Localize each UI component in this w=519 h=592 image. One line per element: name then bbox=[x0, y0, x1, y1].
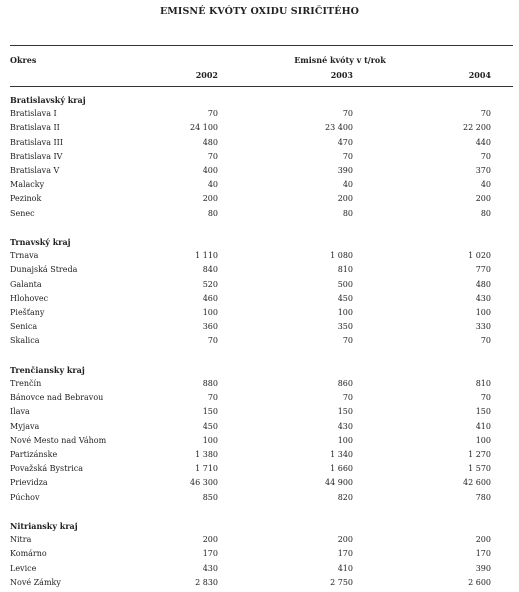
emission-value: 370 bbox=[475, 166, 491, 175]
emission-value: 200 bbox=[475, 194, 491, 204]
emission-value: 70 bbox=[207, 109, 218, 119]
emission-value: 400 bbox=[202, 166, 218, 175]
emission-value: 100 bbox=[337, 435, 353, 445]
table-row bbox=[0, 308, 519, 321]
emission-value: 70 bbox=[207, 336, 218, 346]
okres-name: Myjava bbox=[10, 421, 40, 431]
okres-name: Púchov bbox=[10, 492, 40, 502]
emission-value: 200 bbox=[337, 194, 353, 204]
emission-value: 100 bbox=[475, 435, 491, 445]
emission-value: 1 340 bbox=[330, 450, 353, 459]
emission-value: 1 080 bbox=[330, 251, 353, 261]
emission-value: 450 bbox=[337, 293, 353, 303]
emission-value: 46 300 bbox=[190, 478, 218, 488]
emission-value: 80 bbox=[342, 208, 353, 218]
table-row bbox=[0, 422, 519, 435]
emission-value: 40 bbox=[207, 180, 218, 190]
table-row bbox=[0, 464, 519, 477]
emission-value: 70 bbox=[207, 393, 218, 403]
column-group-header: Emisné kvóty v t/rok bbox=[294, 55, 386, 65]
emission-value: 810 bbox=[475, 379, 491, 388]
okres-name: Komárno bbox=[10, 549, 47, 559]
emission-value: 22 200 bbox=[463, 123, 491, 133]
page-title: EMISNÉ KVÓTY OXIDU SIRIČITÉHO bbox=[159, 6, 360, 17]
okres-name: Trenčín bbox=[10, 379, 42, 388]
okres-name: Senec bbox=[10, 208, 35, 218]
table-row bbox=[0, 379, 519, 392]
table-row bbox=[0, 166, 519, 179]
table-row bbox=[0, 209, 519, 222]
okres-name: Bratislava V bbox=[10, 166, 60, 175]
table-row bbox=[0, 180, 519, 193]
okres-name: Prievidza bbox=[10, 478, 48, 488]
emission-value: 40 bbox=[480, 180, 491, 190]
region-name: Trnavský kraj bbox=[10, 237, 71, 247]
emission-value: 350 bbox=[337, 322, 353, 332]
emission-value: 450 bbox=[202, 421, 218, 431]
emission-value: 500 bbox=[337, 279, 353, 289]
region-heading bbox=[0, 365, 519, 378]
okres-name: Bratislava I bbox=[10, 109, 57, 119]
column-header-year: 2002 bbox=[195, 70, 218, 80]
okres-name: Malacky bbox=[10, 180, 45, 190]
table-row bbox=[0, 478, 519, 491]
emission-value: 1 270 bbox=[468, 450, 491, 459]
emission-value: 860 bbox=[337, 379, 353, 388]
okres-name: Galanta bbox=[10, 279, 42, 289]
emission-value: 70 bbox=[342, 109, 353, 119]
emission-value: 70 bbox=[342, 393, 353, 403]
emission-value: 70 bbox=[342, 151, 353, 161]
table-row bbox=[0, 265, 519, 278]
table-row bbox=[0, 493, 519, 506]
emission-value: 150 bbox=[202, 407, 218, 417]
emission-value: 70 bbox=[480, 393, 491, 403]
emission-value: 200 bbox=[475, 535, 491, 545]
table-row bbox=[0, 393, 519, 406]
emission-value: 470 bbox=[337, 137, 353, 147]
emission-value: 2 600 bbox=[468, 577, 491, 587]
table-row bbox=[0, 549, 519, 562]
emission-value: 1 660 bbox=[330, 464, 353, 474]
table-row bbox=[0, 535, 519, 548]
table-row bbox=[0, 578, 519, 591]
emission-value: 170 bbox=[475, 549, 491, 559]
table-row bbox=[0, 407, 519, 420]
okres-name: Senica bbox=[10, 322, 38, 332]
table-row bbox=[0, 138, 519, 151]
table-row bbox=[0, 280, 519, 293]
emission-value: 100 bbox=[475, 308, 491, 317]
table-row bbox=[0, 109, 519, 122]
emission-value: 460 bbox=[202, 293, 218, 303]
column-header-year: 2003 bbox=[330, 70, 353, 80]
column-header-year: 2004 bbox=[468, 70, 491, 80]
emission-value: 170 bbox=[202, 549, 218, 559]
emission-value: 1 110 bbox=[195, 251, 218, 261]
emission-value: 100 bbox=[337, 308, 353, 317]
emission-value: 2 830 bbox=[195, 577, 218, 587]
emission-value: 80 bbox=[480, 208, 491, 218]
table-row bbox=[0, 294, 519, 307]
emission-value: 780 bbox=[475, 492, 491, 502]
emission-value: 430 bbox=[475, 293, 491, 303]
emission-value: 430 bbox=[337, 421, 353, 431]
emission-value: 410 bbox=[475, 421, 491, 431]
okres-name: Levice bbox=[10, 563, 37, 573]
region-name: Nitriansky kraj bbox=[10, 521, 78, 531]
okres-name: Skalica bbox=[10, 336, 40, 346]
table-row bbox=[0, 123, 519, 136]
emission-value: 24 100 bbox=[190, 123, 218, 133]
table-row bbox=[0, 322, 519, 335]
emission-value: 360 bbox=[202, 322, 218, 332]
region-heading bbox=[0, 237, 519, 250]
emission-value: 200 bbox=[202, 194, 218, 204]
okres-name: Nové Mesto nad Váhom bbox=[10, 435, 107, 445]
okres-name: Nitra bbox=[10, 535, 32, 545]
emission-value: 440 bbox=[475, 137, 491, 147]
table-row bbox=[0, 450, 519, 463]
emission-value: 520 bbox=[202, 279, 218, 289]
emission-value: 820 bbox=[337, 492, 353, 502]
emission-value: 150 bbox=[475, 407, 491, 417]
table-row bbox=[0, 436, 519, 449]
okres-name: Piešťany bbox=[10, 308, 45, 317]
emission-value: 70 bbox=[342, 336, 353, 346]
emission-value: 480 bbox=[202, 137, 218, 147]
region-heading bbox=[0, 521, 519, 534]
table-row bbox=[0, 194, 519, 207]
okres-name: Dunajská Streda bbox=[10, 265, 78, 275]
emission-value: 2 750 bbox=[330, 577, 353, 587]
emission-value: 70 bbox=[480, 151, 491, 161]
emission-value: 850 bbox=[202, 492, 218, 502]
emission-value: 390 bbox=[475, 563, 491, 573]
emission-value: 1 710 bbox=[195, 464, 218, 474]
emission-value: 150 bbox=[337, 407, 353, 417]
emission-value: 200 bbox=[337, 535, 353, 545]
emission-value: 410 bbox=[337, 563, 353, 573]
okres-name: Bratislava IV bbox=[10, 151, 63, 161]
emission-value: 70 bbox=[480, 109, 491, 119]
emission-value: 70 bbox=[207, 151, 218, 161]
okres-name: Bratislava II bbox=[10, 123, 60, 133]
emission-value: 40 bbox=[342, 180, 353, 190]
emission-value: 480 bbox=[475, 279, 491, 289]
okres-name: Trnava bbox=[10, 251, 39, 261]
emission-value: 1 020 bbox=[468, 251, 491, 261]
emission-value: 1 380 bbox=[195, 450, 218, 459]
emission-value: 1 570 bbox=[468, 464, 491, 474]
emission-value: 390 bbox=[337, 166, 353, 175]
emission-value: 23 400 bbox=[325, 123, 353, 133]
emission-value: 200 bbox=[202, 535, 218, 545]
column-header-okres: Okres bbox=[10, 55, 37, 65]
okres-name: Hlohovec bbox=[10, 293, 49, 303]
emission-value: 42 600 bbox=[463, 478, 491, 488]
okres-name: Pezinok bbox=[10, 194, 42, 204]
emission-value: 70 bbox=[480, 336, 491, 346]
okres-name: Bratislava III bbox=[10, 137, 63, 147]
okres-name: Partizánske bbox=[10, 450, 58, 459]
emission-value: 100 bbox=[202, 308, 218, 317]
okres-name: Ilava bbox=[10, 407, 30, 417]
emission-value: 100 bbox=[202, 435, 218, 445]
region-name: Trenčiansky kraj bbox=[10, 364, 85, 375]
emission-value: 170 bbox=[337, 549, 353, 559]
okres-name: Nové Zámky bbox=[10, 577, 61, 587]
emission-value: 44 900 bbox=[325, 478, 353, 488]
region-name: Bratislavský kraj bbox=[10, 95, 86, 105]
okres-name: Bánovce nad Bebravou bbox=[10, 393, 104, 403]
emission-value: 330 bbox=[475, 322, 491, 332]
okres-name: Považská Bystrica bbox=[10, 464, 83, 474]
region-heading bbox=[0, 95, 519, 108]
emission-value: 810 bbox=[337, 265, 353, 275]
emission-value: 840 bbox=[202, 265, 218, 275]
emission-value: 880 bbox=[202, 379, 218, 388]
table-row bbox=[0, 564, 519, 577]
table-row bbox=[0, 251, 519, 264]
table-row bbox=[0, 152, 519, 165]
emission-value: 80 bbox=[207, 208, 218, 218]
table-row bbox=[0, 336, 519, 349]
emission-value: 770 bbox=[475, 265, 491, 275]
emission-value: 430 bbox=[202, 563, 218, 573]
